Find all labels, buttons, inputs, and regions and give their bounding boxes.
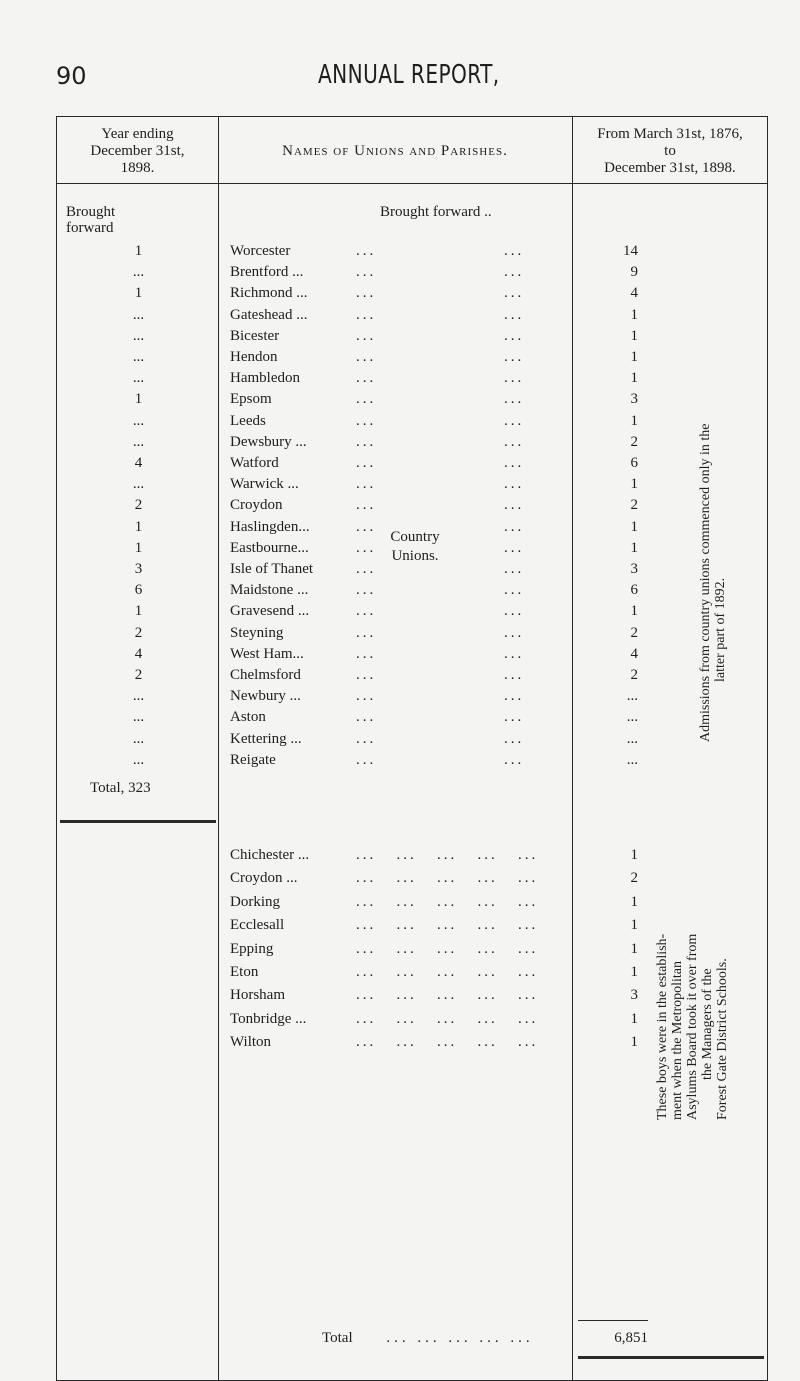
count-cell: 1 [630,893,638,910]
union-name: Worcester [230,243,291,259]
leader-dots: ... [356,285,377,302]
count-cell: 1 [630,306,638,323]
thick-rule-bottom [578,1356,764,1359]
leader-dots: ... [356,497,377,514]
leader-dots: ... [504,349,525,365]
leader-dots: ... [504,539,525,556]
leader-dots: ... [356,433,377,450]
union-name: Steyning [230,624,284,641]
leader-dots: ... [504,624,525,641]
schools-side-note: These boys were in the establish- ment when the Metropolitan Asylums Board took it over from the Managers of the Forest Gate District Schools. [655,933,730,1120]
year-cell: 1 [134,391,143,408]
table-row [56,476,776,497]
table-row [56,667,776,688]
union-name: Croydon [230,497,283,514]
year-cell: 2 [134,497,143,514]
year-cell: ... [132,476,145,493]
union-name: Bicester [230,327,280,344]
count-cell: 2 [630,624,638,641]
leader-dots: ... [504,243,525,259]
leader-dots: ... [356,327,377,344]
union-name: Aston [230,709,266,726]
year-cell: 1 [134,243,143,259]
leader-dots: ... [504,476,525,493]
union-name: Eastbourne... [230,539,309,556]
leader-dots: ... ... ... ... ... [356,987,539,1004]
count-cell: 14 [623,243,638,259]
header-names: Names of Unions and Parishes. [282,143,508,159]
table-row [56,752,776,773]
year-cell: ... [132,709,145,726]
count-cell: 4 [630,645,638,662]
count-cell: 6 [630,582,638,599]
count-cell: 2 [630,433,638,450]
year-cell: ... [132,412,145,429]
year-cell: 6 [134,582,143,599]
union-name: Epsom [230,391,272,408]
school-union-name: Horsham [230,987,285,1004]
count-cell: 3 [630,561,638,577]
union-name: Warwick ... [230,476,299,493]
leader-dots: ... [356,645,377,662]
table-row [56,434,776,455]
leader-dots: ... [504,455,525,471]
country-unions-label: Country Unions. [390,529,440,564]
leader-dots: ... ... ... ... ... [356,940,539,957]
year-cell: ... [132,306,145,323]
count-cell: ... [626,688,638,705]
total-323: Total, 323 [90,780,151,796]
leader-dots: ... [356,518,377,535]
union-name: Hambledon [230,370,300,387]
year-cell: 1 [134,539,143,556]
count-cell: 3 [630,391,638,408]
leader-dots: ... [356,709,377,726]
table-row [56,264,776,285]
table-row [56,582,776,603]
school-union-name: Tonbridge ... [230,1010,307,1027]
table-row [56,285,776,306]
table-row [56,413,776,434]
leader-dots: ... [504,582,525,599]
table-row [56,731,776,752]
leader-dots: ... [504,561,525,577]
count-cell: 1 [630,349,638,365]
leader-dots: ... [356,751,377,768]
union-name: Dewsbury ... [230,433,307,450]
count-cell: 9 [630,264,638,281]
union-name: Isle of Thanet [230,561,314,577]
leader-dots: ... [504,709,525,726]
brought-forward-center: Brought forward .. [380,204,492,220]
table-row [56,243,776,264]
count-cell: 1 [630,327,638,344]
count-cell: 1 [630,476,638,493]
union-name: Brentford ... [230,264,304,281]
page-number: 90 [56,62,87,90]
count-cell: 1 [630,539,638,556]
leader-dots: ... [504,645,525,662]
count-cell: 6 [630,455,638,471]
school-union-name: Croydon ... [230,870,298,887]
count-cell: ... [626,730,638,747]
count-cell: 2 [630,667,638,683]
leader-dots: ... ... ... ... ... [356,847,539,863]
school-union-name: Dorking [230,893,280,910]
union-name: Watford [230,455,279,471]
leader-dots: ... ... ... ... ... [356,964,539,980]
count-cell: 1 [630,1010,638,1027]
count-cell: 2 [630,870,638,887]
leader-dots: ... [504,730,525,747]
leader-dots: ... ... ... ... ... [356,870,539,887]
leader-dots: ... [356,412,377,429]
leader-dots: ... ... ... ... ... [356,917,539,934]
leader-dots: ... [356,349,377,365]
leader-dots: ... [504,285,525,302]
leader-dots: ... [356,561,377,577]
leader-dots: ... [356,624,377,641]
leader-dots: ... [356,603,377,620]
leader-dots: ... [504,751,525,768]
year-cell: 4 [134,455,143,471]
union-name: West Ham... [230,645,304,662]
union-name: Leeds [230,412,266,429]
year-cell: 1 [134,285,143,302]
table-row [56,370,776,391]
year-cell: 4 [134,645,143,662]
leader-dots: ... [504,688,525,705]
leader-dots: ... [356,455,377,471]
union-name: Maidstone ... [230,582,309,599]
year-cell: ... [132,751,145,768]
school-union-name: Epping [230,940,274,957]
leader-dots: ... [504,433,525,450]
leader-dots: ... [356,730,377,747]
union-name: Gravesend ... [230,603,310,620]
count-cell: 1 [630,412,638,429]
table-row [56,709,776,730]
leader-dots: ... [356,667,377,683]
school-union-name: Chichester ... [230,847,310,863]
grand-total-value: 6,851 [614,1330,648,1346]
table-row [56,307,776,328]
year-cell: ... [132,688,145,705]
leader-dots: ... ... ... ... ... [356,893,539,910]
leader-dots: ... [356,264,377,281]
year-cell: 3 [134,561,143,577]
table-top-rule [56,116,768,117]
table-row [56,391,776,412]
count-cell: 1 [630,1034,638,1051]
grand-total-label: Total ... ... ... ... ... [322,1330,534,1346]
count-cell: 3 [630,987,638,1004]
leader-dots: ... [356,306,377,323]
year-cell: 1 [134,518,143,535]
count-cell: 1 [630,847,638,863]
table-row [56,603,776,624]
leader-dots: ... [504,264,525,281]
leader-dots: ... [504,391,525,408]
count-cell: ... [626,709,638,726]
header-rule [56,183,768,184]
table-row [56,349,776,370]
table-row [56,328,776,349]
table-row [56,646,776,667]
union-name: Hendon [230,349,278,365]
count-cell: ... [626,751,638,768]
leader-dots: ... [504,603,525,620]
brought-forward-left: Brought forward [66,204,116,236]
leader-dots: ... [356,539,377,556]
page-title: ANNUAL REPORT, [318,60,500,90]
leader-dots: ... [356,688,377,705]
year-cell: 1 [134,603,143,620]
sum-rule [578,1320,648,1321]
year-cell: ... [132,327,145,344]
count-cell: 1 [630,940,638,957]
count-cell: 1 [630,917,638,934]
year-cell: ... [132,370,145,387]
leader-dots: ... [504,306,525,323]
leader-dots: ... [356,370,377,387]
year-cell: 2 [134,667,143,683]
school-union-name: Wilton [230,1034,272,1051]
table-row [56,497,776,518]
header-from: From March 31st, 1876, to December 31st, 1898. [597,126,743,176]
leader-dots: ... ... ... ... ... [356,1034,539,1051]
union-name: Richmond ... [230,285,308,302]
leader-dots: ... [504,412,525,429]
header-year: Year ending December 31st, 1898. [90,126,185,176]
count-cell: 4 [630,285,638,302]
thick-rule-left [60,820,216,823]
union-name: Reigate [230,751,276,768]
table-row [56,847,776,868]
table-row [56,625,776,646]
leader-dots: ... [356,391,377,408]
leader-dots: ... [504,518,525,535]
year-cell: ... [132,349,145,365]
year-cell: ... [132,264,145,281]
table-row [56,870,776,891]
country-side-note: Admissions from country unions commenced only in the latter part of 1892. [698,423,728,742]
leader-dots: ... ... ... ... ... [356,1010,539,1027]
year-cell: 2 [134,624,143,641]
count-cell: 1 [630,603,638,620]
count-cell: 1 [630,964,638,980]
year-cell: ... [132,730,145,747]
table-row [56,455,776,476]
leader-dots: ... [504,370,525,387]
count-cell: 1 [630,518,638,535]
union-name: Kettering ... [230,730,302,747]
school-union-name: Ecclesall [230,917,285,934]
union-name: Haslingden... [230,518,310,535]
union-name: Chelmsford [230,667,301,683]
leader-dots: ... [356,582,377,599]
union-name: Newbury ... [230,688,301,705]
table-row [56,894,776,915]
school-union-name: Eton [230,964,259,980]
count-cell: 1 [630,370,638,387]
table-row [56,688,776,709]
leader-dots: ... [504,327,525,344]
leader-dots: ... [504,667,525,683]
leader-dots: ... [356,243,377,259]
count-cell: 2 [630,497,638,514]
union-name: Gateshead ... [230,306,308,323]
year-cell: ... [132,433,145,450]
leader-dots: ... [356,476,377,493]
leader-dots: ... [504,497,525,514]
